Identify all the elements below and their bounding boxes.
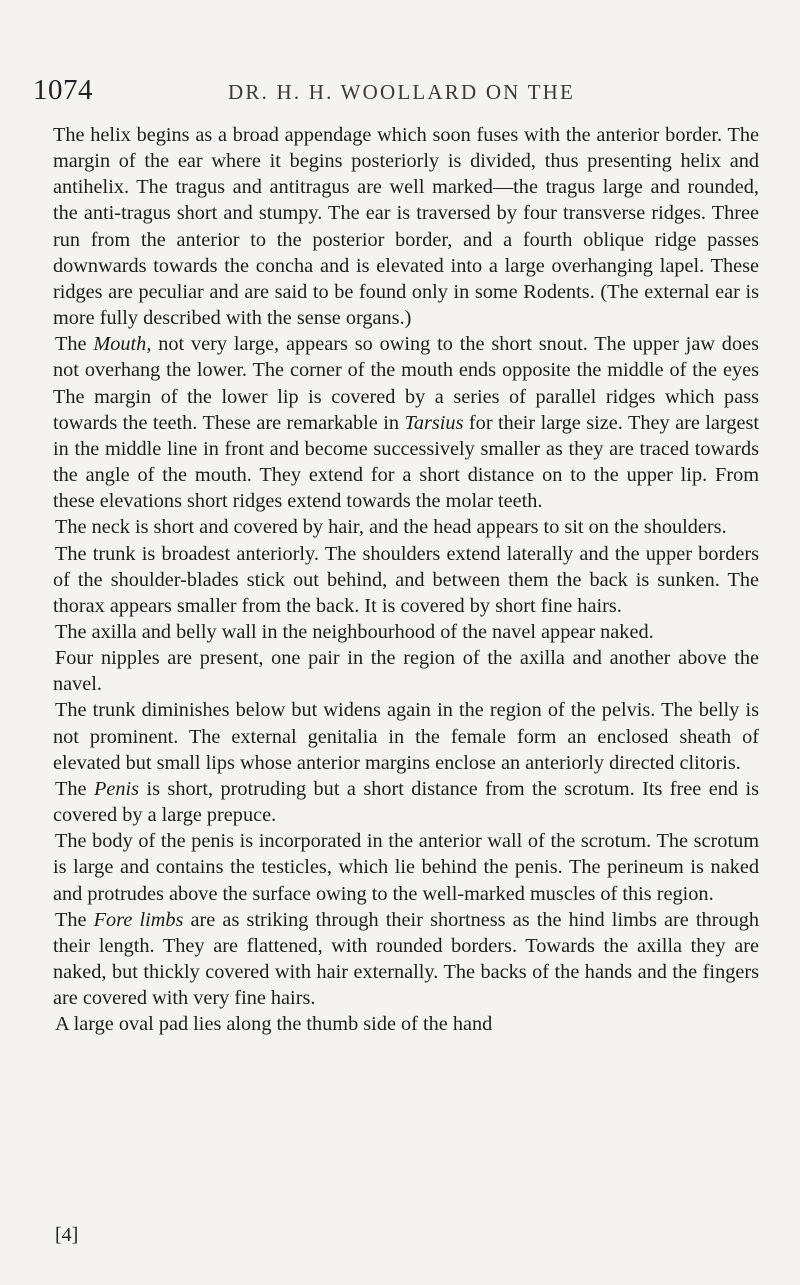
- paragraph: [53, 645, 759, 697]
- running-title: DR. H. H. WOOLLARD ON THE: [228, 80, 576, 104]
- paragraph: [53, 331, 759, 514]
- body-text: [53, 122, 759, 1037]
- paragraph: [53, 776, 759, 828]
- text-run: The axilla and belly wall in the neighbourhood of the navel appear naked.: [55, 620, 654, 643]
- text-run: The helix begins as a broad appendage which soon fuses with the anterior border. The margin of the ear where it begins posteriorly is divided, thus presenting helix and antihelix. The tragus and antitragus are well marked—the tragus large and rounded, the anti-tragus short and stumpy. The ear is traversed by four transverse ridges. Three run from the anterior to the posterior border, and a fourth oblique ridge passes downwards towards the concha and is elevated into a large overhanging lapel. These ridges are peculiar and are said to be found only in some Rodents. (The external ear is more fully described with the sense organs.): [53, 124, 759, 330]
- text-run: for their large size. They are largest in the middle line in front and become successively smaller as they are traced towards the angle of the mouth. They extend for a short distance on to the upper lip. From these elevations short ridges extend towards the molar teeth.: [53, 411, 759, 513]
- text-run: The neck is short and covered by hair, and the head appears to sit on the shoulders.: [55, 516, 727, 539]
- paragraph: [53, 697, 759, 775]
- text-run: are as striking through their shortness as the hind limbs are through their length. They are flattened, with rounded borders. Towards the axilla they are naked, but thickly covered with hair externally. The backs of the hands and the fingers are covered with very fine hairs.: [53, 908, 759, 1010]
- text-run: The: [55, 908, 94, 931]
- text-run: The body of the penis is incorporated in the anterior wall of the scrotum. The scrotum is large and contains the testicles, which lie behind the penis. The perineum is naked and protrudes above the surface owing to the well-marked muscles of this region.: [53, 830, 759, 905]
- paragraph: [53, 907, 759, 1012]
- text-run: The: [55, 777, 94, 800]
- text-run: The: [55, 333, 94, 356]
- running-head: [33, 74, 723, 110]
- text-run: , not very large, appears so owing to the short snout. The upper jaw does not overhang the lower. The corner of the mouth ends opposite the middle of the eyes The margin of the lower lip is covered by a series of parallel ridges which pass towards the teeth. These are remarkable in: [53, 333, 759, 434]
- italic-term: Fore limbs: [93, 908, 184, 931]
- paragraph: [53, 514, 759, 540]
- signature-mark: [4]: [55, 1224, 79, 1246]
- text-run: The trunk diminishes below but widens again in the region of the pelvis. The belly is not prominent. The external genitalia in the female form an enclosed sheath of elevated but small lips whose anterior margins enclose an anteriorly directed clitoris.: [53, 699, 759, 774]
- italic-term: Penis: [93, 777, 140, 800]
- paragraph: [53, 122, 759, 331]
- paragraph: [53, 619, 759, 645]
- paragraph: [53, 828, 759, 906]
- italic-term: Mouth: [93, 333, 147, 356]
- text-run: Four nipples are present, one pair in the region of the axilla and another above the navel.: [53, 647, 759, 696]
- paragraph: [53, 1011, 759, 1037]
- text-run: The trunk is broadest anteriorly. The shoulders extend laterally and the upper borders of the shoulder-blades stick out behind, and between them the back is sunken. The thorax appears smaller from the back. It is covered by short fine hairs.: [53, 542, 759, 617]
- italic-term: Tarsius: [404, 411, 464, 434]
- page-number: 1074: [33, 74, 93, 106]
- text-run: A large oval pad lies along the thumb side of the hand: [55, 1013, 493, 1036]
- paragraph: [53, 541, 759, 619]
- text-run: is short, protruding but a short distance from the scrotum. Its free end is covered by a large prepuce.: [53, 777, 759, 827]
